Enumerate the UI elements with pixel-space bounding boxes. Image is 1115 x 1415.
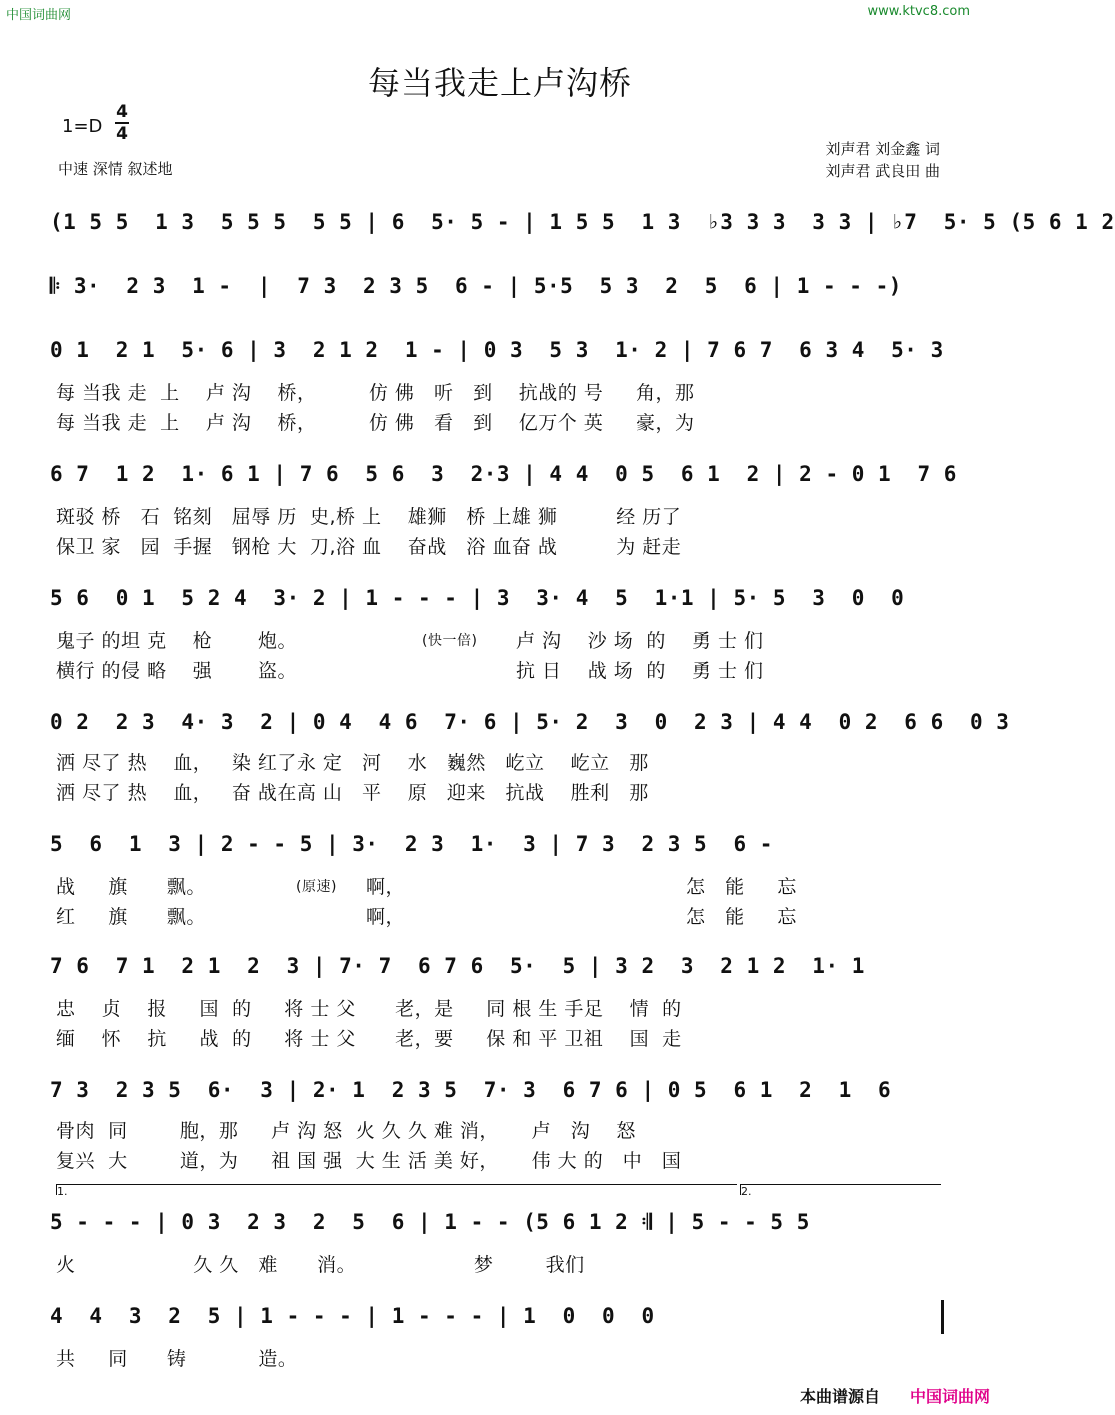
lyric-line-9-verse2: 复兴 大 道，为 祖 国 强 大 生 活 美 好， 伟 大 的 中 国: [56, 1150, 682, 1172]
notation-row-2: 𝄆 3· 2 3 1 - | 7 3 2 3 5 6 - | 5·5 5 3 2 5 6 | 1 - - -): [50, 274, 902, 298]
lyric-line-5-verse2: 横行 的侵 略 强 盗。: [56, 660, 298, 682]
notation-row-1: (1 5 5 1 3 5 5 5 5 5 | 6 5· 5 - | 1 5 5 1 3 ♭3 3 3 3 3 | ♭7 5· 5 (5 6 1 2: [50, 210, 1115, 234]
lyric-line-7c-verse2: 怎 能 忘: [686, 906, 797, 928]
notation-row-7: 5 6 1 3 | 2 - - 5 | 3· 2 3 1· 3 | 7 3 2 3 5 6 -: [50, 832, 773, 856]
lyric-line-4-verse2: 保卫 家 园 手握 钢枪 大 刀,浴 血 奋战 浴 血奋 战 为 赶走: [56, 536, 682, 558]
lyricist-credit: 刘声君 刘金鑫 词: [825, 140, 940, 158]
lyric-line-7b-verse1: 啊，: [366, 876, 406, 898]
page-title: 每当我走上卢沟桥: [367, 64, 632, 102]
lyric-line-7-verse1: 战 旗 飘。: [56, 876, 206, 898]
notation-row-6: 0 2 2 3 4· 3 2 | 0 4 4 6 7· 6 | 5· 2 3 0 2 3 | 4 4 0 2 6 6 0 3: [50, 710, 1010, 734]
lyric-line-8-verse1: 忠 贞 报 国 的 将 士 父 老，是 同 根 生 手足 情 的: [56, 998, 682, 1020]
footer-site-link[interactable]: 中国词曲网: [909, 1387, 990, 1406]
meter-bottom: 4: [116, 124, 128, 144]
volta-second-ending: [740, 1184, 941, 1198]
notation-row-9: 7 3 2 3 5 6· 3 | 2· 1 2 3 5 7· 3 6 7 6 | 0 5 6 1 2 1 6: [50, 1078, 892, 1102]
lyric-line-4-verse1: 斑驳 桥 石 铭刻 屈辱 历 史,桥 上 雄狮 桥 上雄 狮 经 历了: [56, 506, 682, 528]
lyric-line-7c-verse1: 怎 能 忘: [686, 876, 797, 898]
final-barline: [941, 1300, 944, 1334]
lyric-line-5b-verse2: 抗 日 战 场 的 勇 士 们: [516, 660, 764, 682]
lyric-line-6-verse2: 洒 尽了 热 血， 奋 战在高 山 平 原 迎来 抗战 胜利 那: [56, 782, 649, 804]
lyric-line-5-verse1: 鬼子 的坦 克 枪 炮。: [56, 630, 298, 652]
lyric-line-11: 共 同 铸 造。: [56, 1348, 298, 1370]
meter-top: 4: [116, 102, 128, 122]
tempo-change-note: (快一倍): [422, 633, 478, 649]
notation-row-3: 0 1 2 1 5· 6 | 3 2 1 2 1 - | 0 3 5 3 1· 2 | 7 6 7 6 3 4 5· 3: [50, 338, 944, 362]
time-signature: [114, 102, 130, 144]
lyric-line-8-verse2: 缅 怀 抗 战 的 将 士 父 老，要 保 和 平 卫祖 国 走: [56, 1028, 682, 1050]
notation-row-10: 5 - - - | 0 3 2 3 2 5 6 | 1 - - (5 6 1 2 𝄇 | 5 - - 5 5: [50, 1210, 810, 1234]
composer-credit: 刘声君 武良田 曲: [825, 162, 940, 180]
lyric-line-7b-verse2: 啊，: [366, 906, 406, 928]
site-logo-text[interactable]: 中国词曲网: [6, 8, 72, 23]
lyric-line-6-verse1: 洒 尽了 热 血， 染 红了永 定 河 水 巍然 屹立 屹立 那: [56, 752, 649, 774]
tempo-return-note: (原速): [296, 879, 337, 895]
footer-source-label: 本曲谱源自: [799, 1387, 880, 1406]
volta-first-ending: [56, 1184, 737, 1198]
notation-row-4: 6 7 1 2 1· 6 1 | 7 6 5 6 3 2·3 | 4 4 0 5 6 1 2 | 2 - 0 1 7 6: [50, 462, 957, 486]
tempo-marking: 中速 深情 叙述地: [58, 160, 173, 178]
lyric-line-3-verse1: 每 当我 走 上 卢 沟 桥， 仿 佛 听 到 抗战的 号 角，那: [56, 382, 695, 404]
lyric-line-7-verse2: 红 旗 飘。: [56, 906, 206, 928]
lyric-line-9-verse1: 骨肉 同 胞，那 卢 沟 怒 火 久 久 难 消， 卢 沟 怒: [56, 1120, 636, 1142]
volta-first-label: 1.: [57, 1185, 68, 1198]
lyric-line-5b-verse1: 卢 沟 沙 场 的 勇 士 们: [516, 630, 764, 652]
volta-second-label: 2.: [741, 1185, 752, 1198]
key-signature: 1=D: [62, 116, 103, 137]
site-url[interactable]: www.ktvc8.com: [867, 4, 970, 19]
notation-row-8: 7 6 7 1 2 1 2 3 | 7· 7 6 7 6 5· 5 | 3 2 3 2 1 2 1· 1: [50, 954, 865, 978]
notation-row-11: 4 4 3 2 5 | 1 - - - | 1 - - - | 1 0 0 0: [50, 1304, 655, 1328]
notation-row-5: 5 6 0 1 5 2 4 3· 2 | 1 - - - | 3 3· 4 5 1·1 | 5· 5 3 0 0: [50, 586, 905, 610]
lyric-line-3-verse2: 每 当我 走 上 卢 沟 桥， 仿 佛 看 到 亿万个 英 豪，为: [56, 412, 695, 434]
lyric-line-10: 火 久 久 难 消。 梦 我们: [56, 1254, 585, 1276]
